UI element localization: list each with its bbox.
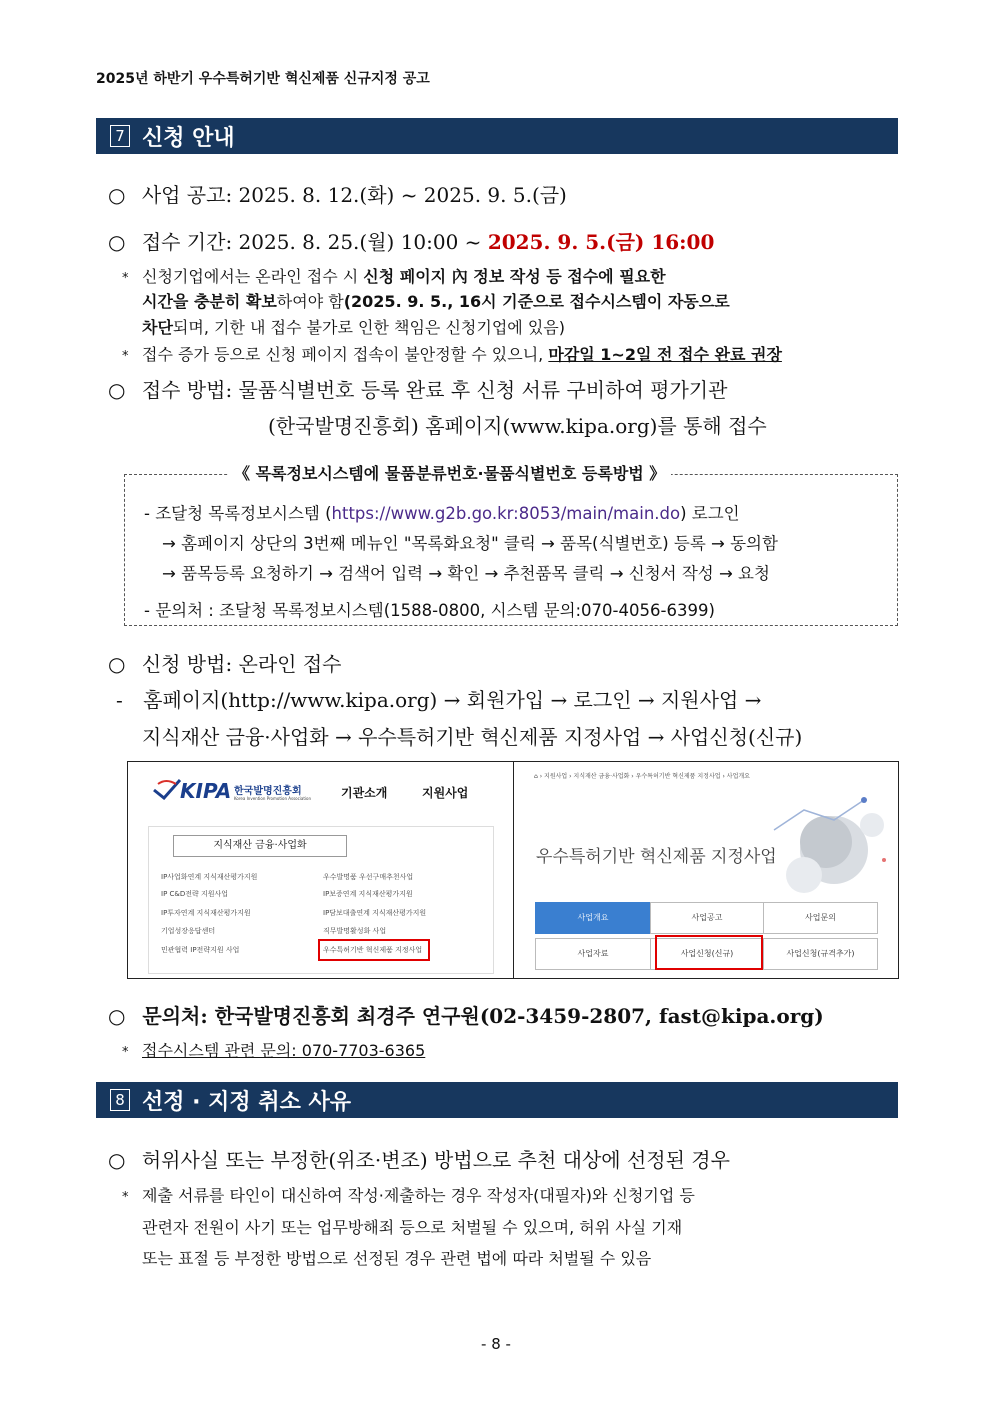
kipa-logo-kor: 한국발명진흥회 [234, 786, 302, 797]
contact-item [108, 1000, 824, 1029]
submenu-left-5[interactable]: 민관협력 IP전략지원 사업 [161, 946, 240, 954]
bullet-circle-icon: ○ [108, 1148, 126, 1172]
info-box-item-1 [144, 500, 740, 524]
info-box-item-1-prefix: - 조달청 목록정보시스템 ( [144, 504, 332, 523]
note-1-text-g: 되며, 기한 내 접수 불가로 인한 책임은 신청기업에 있음) [172, 318, 565, 337]
dash-icon: - [116, 688, 123, 712]
tab-overview[interactable]: 사업개요 [535, 902, 651, 934]
announce-item [108, 179, 567, 208]
submenu-right-3[interactable]: IP담보대출연계 지식재산평가지원 [323, 909, 427, 917]
cancel-reason-item [108, 1144, 730, 1173]
breadcrumb: ⌂ › 지원사업 › 지식재산 금융·사업화 › 우수특허기반 혁신제품 지정사업 › 사업개요 [534, 773, 750, 780]
note-1-line-1 [122, 264, 896, 287]
tab-materials[interactable]: 사업자료 [535, 938, 651, 970]
method-text-line-1: 접수 방법: 물품식별번호 등록 완료 후 신청 서류 구비하여 평가기관 [141, 378, 728, 402]
apply-path-text-1: 홈페이지(http://www.kipa.org) → 회원가입 → 로그인 → 지원사업 → [143, 688, 762, 712]
submenu-left-3[interactable]: IP투자연계 지식재산평가지원 [161, 909, 251, 917]
cancel-note-line-1 [122, 1183, 695, 1206]
submenu-right-2[interactable]: IP보증연계 지식재산평가지원 [323, 890, 413, 898]
section-8-number: 8 [110, 1089, 130, 1111]
globe-gear-illustration-icon [764, 790, 894, 900]
apply-method-item [108, 648, 342, 677]
cancel-note-line-3: 또는 표절 등 부정한 방법으로 선정된 경우 관련 법에 따라 처벌될 수 있음 [142, 1249, 652, 1268]
section-8-header [96, 1082, 898, 1118]
info-box-step-line-1: → 홈페이지 상단의 3번째 메뉴인 "목록화요청" 클릭 → 품목(식별번호) 등록 → 동의함 [162, 534, 778, 553]
apply-path-line-2: 지식재산 금융·사업화 → 우수특허기반 혁신제품 지정사업 → 사업신청(신규) [142, 725, 803, 749]
apply-path-line-1 [116, 684, 761, 713]
method-text-line-2: (한국발명진흥회) 홈페이지(www.kipa.org)를 통해 접수 [268, 414, 767, 438]
highlight-frame-menu [318, 939, 430, 961]
submenu-right-5[interactable]: 우수특허기반 혁신제품 지정사업 [323, 946, 423, 954]
info-box-item-1-suffix: ) 로그인 [680, 504, 740, 523]
program-heading: 우수특허기반 혁신제품 지정사업 [536, 847, 777, 867]
note-2-text-a: 접수 증가 등으로 신청 페이지 접속이 불안정할 수 있으니, [142, 345, 544, 364]
contact-note-text: 접수시스템 관련 문의: 070-7703-6365 [142, 1041, 426, 1060]
cancel-note-text-1: 제출 서류를 타인이 대신하여 작성·제출하는 경우 작성자(대필자)와 신청기업 등 [142, 1186, 695, 1205]
section-7-title: 신청 안내 [142, 125, 235, 151]
section-7-header [96, 118, 898, 154]
submenu-left-1[interactable]: IP사업화연계 지식재산평가지원 [161, 873, 258, 881]
g2b-link[interactable]: https://www.g2b.go.kr:8053/main/main.do [331, 504, 681, 523]
submenu-left-4[interactable]: 기업성장응답센터 [161, 927, 216, 935]
asterisk-icon: * [122, 349, 129, 364]
submenu-left-2[interactable]: IP C&D전략 지원사업 [161, 890, 229, 898]
bullet-circle-icon: ○ [108, 652, 126, 676]
bullet-circle-icon: ○ [108, 1004, 126, 1028]
cancel-note-line-2: 관련자 전원이 사기 또는 업무방해죄 등으로 처벌될 수 있으며, 허위 사실 기재 [142, 1218, 683, 1237]
apply-method-text: 신청 방법: 온라인 접수 [141, 652, 342, 676]
note-1-line-2 [142, 289, 730, 312]
tab-notice[interactable]: 사업공고 [650, 902, 764, 934]
nav-support[interactable]: 지원사업 [422, 786, 469, 800]
note-1-text-b: 신청 페이지 內 정보 작성 등 접수에 필요한 [363, 267, 666, 286]
period-text: 접수 기간: 2025. 8. 25.(월) 10:00 ~ [141, 230, 482, 254]
note-1-text-f: 차단 [142, 318, 173, 337]
tab-apply-spec[interactable]: 사업신청(규격추가) [763, 938, 878, 970]
note-1-line-3 [142, 315, 565, 338]
kipa-program-page [513, 762, 899, 978]
cancel-reason-text: 허위사실 또는 부정한(위조·변조) 방법으로 추천 대상에 선정된 경우 [141, 1148, 730, 1172]
asterisk-icon: * [122, 271, 129, 286]
bullet-circle-icon: ○ [108, 183, 126, 207]
bullet-circle-icon: ○ [108, 230, 126, 254]
bullet-circle-icon: ○ [108, 378, 126, 402]
kipa-menu-panel [128, 762, 512, 978]
highlight-frame-apply [655, 935, 763, 970]
submenu-right-1[interactable]: 우수발명품 우선구매추천사업 [323, 873, 414, 881]
kipa-logo-icon [152, 778, 182, 800]
contact-text: 문의처: 한국발명진흥회 최경주 연구원(02-3459-2807, fast@kipa.org) [142, 1004, 824, 1028]
document-header: 2025년 하반기 우수특허기반 혁신제품 신규지정 공고 [96, 71, 430, 87]
note-1-text-c: 시간을 충분히 확보 [142, 292, 277, 311]
note-1-text-a: 신청기업에서는 온라인 접수 시 [142, 267, 359, 286]
note-2 [122, 342, 782, 365]
submenu-title: 지식재산 금융·사업화 [173, 835, 347, 857]
kipa-website-screenshot [127, 761, 899, 979]
period-item [108, 226, 714, 255]
note-2-recommend: 마감일 1~2일 전 접수 완료 권장 [548, 345, 782, 364]
period-deadline: 2025. 9. 5.(금) 16:00 [487, 230, 715, 254]
info-box-step-line-2: → 품목등록 요청하기 → 검색어 입력 → 확인 → 추천품목 클릭 → 신청서 작성 → 요청 [162, 564, 770, 583]
kipa-logo-text: KIPA [180, 779, 232, 803]
note-1-text-d: 하여야 함 [276, 292, 344, 311]
asterisk-icon: * [122, 1190, 129, 1205]
kipa-logo-eng: Korea Invention Promotion Association [234, 796, 312, 801]
info-box-item-2: - 문의처 : 조달청 목록정보시스템(1588-0800, 시스템 문의:070-4056-6399) [144, 601, 715, 620]
method-item [108, 374, 727, 403]
tab-inquiry[interactable]: 사업문의 [763, 902, 878, 934]
page-number: - 8 - [481, 1335, 511, 1353]
asterisk-icon: * [122, 1045, 129, 1060]
section-7-number: 7 [110, 125, 130, 147]
tab-apply-new[interactable]: 사업신청(신규) [650, 938, 764, 970]
submenu-right-4[interactable]: 직무발명활성화 사업 [323, 927, 387, 935]
nav-about[interactable]: 기관소개 [341, 786, 388, 800]
announce-text: 사업 공고: 2025. 8. 12.(화) ~ 2025. 9. 5.(금) [141, 183, 567, 207]
section-8-title: 선정 · 지정 취소 사유 [142, 1089, 352, 1115]
note-1-text-e: (2025. 9. 5., 16시 기준으로 접수시스템이 자동으로 [343, 292, 730, 311]
contact-note [122, 1038, 425, 1061]
info-box-title: 《 목록정보시스템에 물품분류번호·물품식별번호 등록방법 》 [228, 461, 671, 484]
